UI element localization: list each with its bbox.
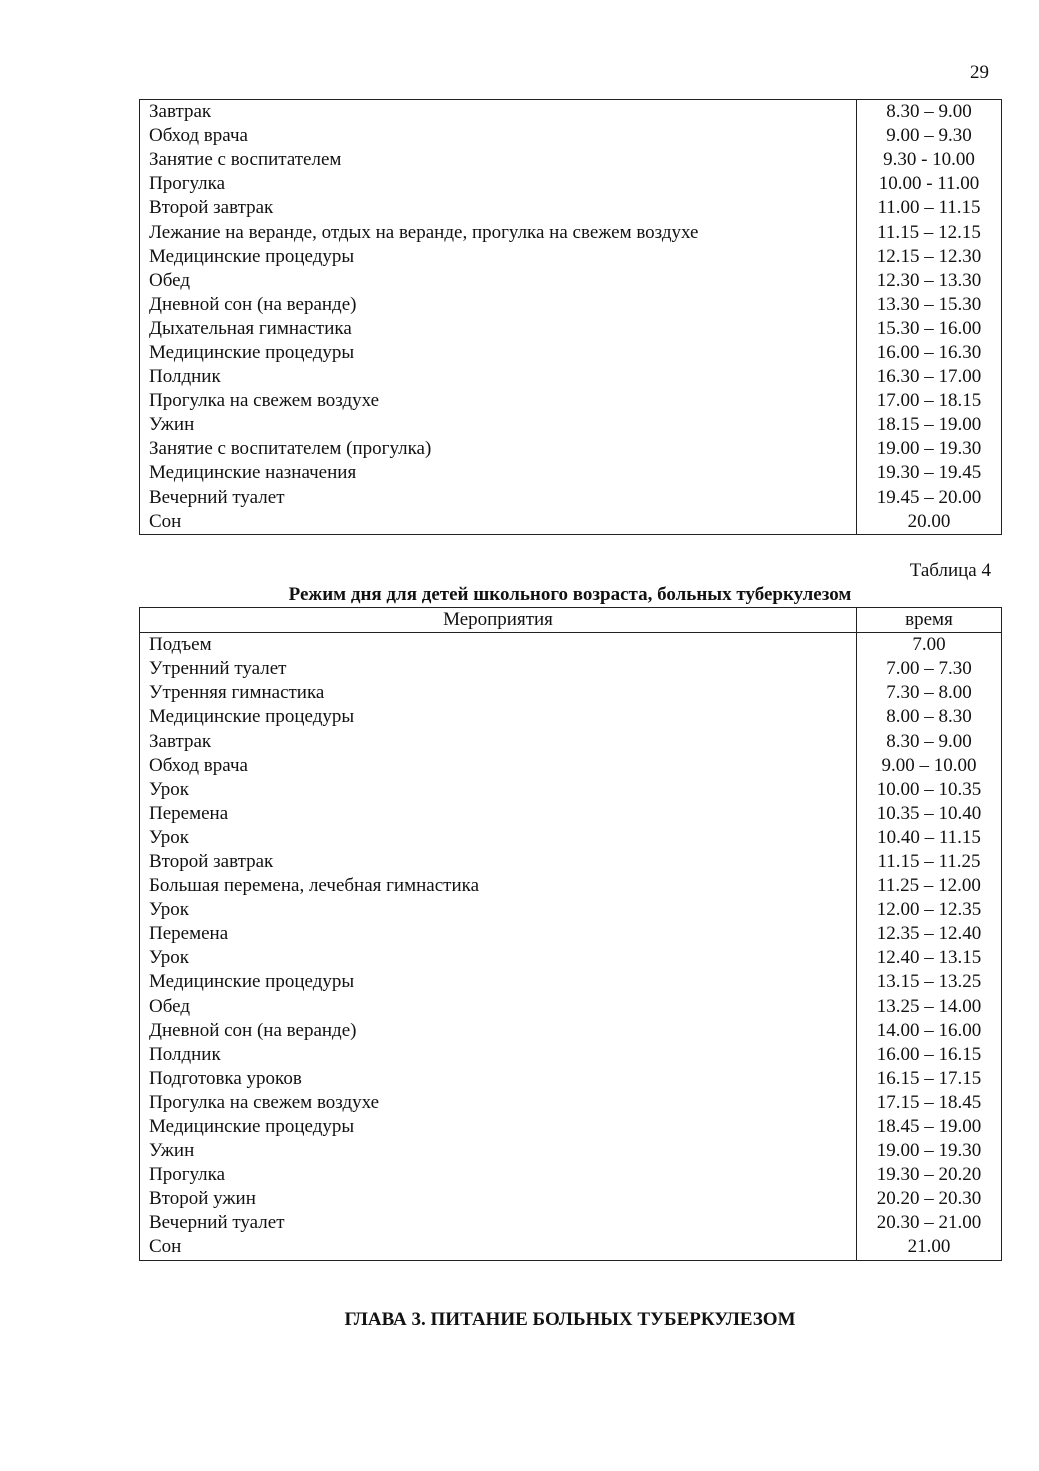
activity-cell: Занятие с воспитателем (прогулка) bbox=[149, 438, 432, 460]
table-row bbox=[140, 922, 1002, 946]
activity-cell: Медицинские процедуры bbox=[149, 245, 355, 267]
activity-cell: Урок bbox=[149, 899, 190, 921]
table-row bbox=[140, 269, 1002, 293]
time-cell: 10.00 - 11.00 bbox=[857, 172, 1002, 196]
time-cell: 8.30 – 9.00 bbox=[857, 100, 1002, 125]
time-cell: 11.15 – 12.15 bbox=[857, 220, 1002, 244]
activity-cell: Прогулка на свежем воздухе bbox=[149, 390, 380, 412]
table-row bbox=[140, 1139, 1002, 1163]
activity-cell: Прогулка bbox=[149, 1164, 226, 1186]
table-row bbox=[140, 341, 1002, 365]
activity-cell: Вечерний туалет bbox=[149, 486, 285, 508]
table-row bbox=[140, 1187, 1002, 1211]
table-row bbox=[140, 389, 1002, 413]
table-row bbox=[140, 681, 1002, 705]
table-title: Режим дня для детей школьного возраста, больных туберкулезом bbox=[288, 584, 852, 605]
table-row bbox=[140, 657, 1002, 681]
table-row bbox=[140, 293, 1002, 317]
activity-cell: Медицинские назначения bbox=[149, 462, 357, 484]
table-row bbox=[140, 1211, 1002, 1235]
activity-cell: Лежание на веранде, отдых на веранде, прогулка на свежем воздухе bbox=[149, 221, 699, 243]
time-cell: 14.00 – 16.00 bbox=[857, 1019, 1002, 1043]
table-row bbox=[140, 510, 1002, 535]
time-cell: 12.15 – 12.30 bbox=[857, 245, 1002, 269]
table-row bbox=[140, 970, 1002, 994]
activity-cell: Подъем bbox=[149, 634, 212, 656]
activity-cell: Урок bbox=[149, 947, 190, 969]
time-cell: 12.30 – 13.30 bbox=[857, 269, 1002, 293]
time-cell: 19.30 – 19.45 bbox=[857, 461, 1002, 485]
activity-cell: Ужин bbox=[149, 1140, 195, 1162]
time-cell: 7.00 bbox=[857, 633, 1002, 658]
activity-cell: Занятие с воспитателем bbox=[149, 149, 342, 171]
activity-cell: Завтрак bbox=[149, 101, 212, 123]
table-row bbox=[140, 1019, 1002, 1043]
time-cell: 20.00 bbox=[857, 510, 1002, 535]
table-row bbox=[140, 365, 1002, 389]
time-cell: 11.15 – 11.25 bbox=[857, 850, 1002, 874]
time-cell: 19.45 – 20.00 bbox=[857, 486, 1002, 510]
time-cell: 12.35 – 12.40 bbox=[857, 922, 1002, 946]
activity-cell: Перемена bbox=[149, 923, 229, 945]
activity-cell: Ужин bbox=[149, 414, 195, 436]
schedule-table-body bbox=[140, 100, 1002, 535]
time-cell: 11.25 – 12.00 bbox=[857, 874, 1002, 898]
table-row bbox=[140, 802, 1002, 826]
time-cell: 13.15 – 13.25 bbox=[857, 970, 1002, 994]
activity-cell: Медицинские процедуры bbox=[149, 706, 355, 728]
activity-cell: Подготовка уроков bbox=[149, 1067, 302, 1089]
table-row bbox=[140, 1091, 1002, 1115]
time-cell: 16.30 – 17.00 bbox=[857, 365, 1002, 389]
header-activity: Мероприятия bbox=[140, 608, 857, 633]
table-row bbox=[140, 124, 1002, 148]
time-cell: 20.30 – 21.00 bbox=[857, 1211, 1002, 1235]
activity-cell: Обед bbox=[149, 995, 190, 1017]
activity-cell: Утренний туалет bbox=[149, 658, 287, 680]
table-row bbox=[140, 461, 1002, 485]
time-cell: 16.15 – 17.15 bbox=[857, 1067, 1002, 1091]
table-row bbox=[140, 778, 1002, 802]
time-cell: 8.00 – 8.30 bbox=[857, 705, 1002, 729]
time-cell: 10.00 – 10.35 bbox=[857, 778, 1002, 802]
table-row bbox=[140, 245, 1002, 269]
activity-cell: Второй ужин bbox=[149, 1188, 256, 1210]
table-row bbox=[140, 317, 1002, 341]
time-cell: 21.00 bbox=[857, 1235, 1002, 1260]
activity-cell: Обход врача bbox=[149, 125, 248, 147]
time-cell: 12.00 – 12.35 bbox=[857, 898, 1002, 922]
activity-cell: Прогулка на свежем воздухе bbox=[149, 1091, 380, 1113]
time-cell: 12.40 – 13.15 bbox=[857, 946, 1002, 970]
table-row bbox=[140, 898, 1002, 922]
activity-cell: Сон bbox=[149, 1236, 182, 1258]
activity-cell: Завтрак bbox=[149, 730, 212, 752]
time-cell: 20.20 – 20.30 bbox=[857, 1187, 1002, 1211]
activity-cell: Медицинские процедуры bbox=[149, 1116, 355, 1138]
time-cell: 9.00 – 9.30 bbox=[857, 124, 1002, 148]
time-cell: 17.00 – 18.15 bbox=[857, 389, 1002, 413]
activity-cell: Утренняя гимнастика bbox=[149, 682, 325, 704]
table-row bbox=[140, 196, 1002, 220]
table-row bbox=[140, 705, 1002, 729]
time-cell: 9.00 – 10.00 bbox=[857, 754, 1002, 778]
activity-cell: Дневной сон (на веранде) bbox=[149, 1019, 357, 1041]
table-row bbox=[140, 995, 1002, 1019]
table-header-row bbox=[140, 608, 1002, 633]
table-row bbox=[140, 754, 1002, 778]
time-cell: 7.00 – 7.30 bbox=[857, 657, 1002, 681]
activity-cell: Второй завтрак bbox=[149, 197, 274, 219]
activity-cell: Второй завтрак bbox=[149, 850, 274, 872]
time-cell: 15.30 – 16.00 bbox=[857, 317, 1002, 341]
table-number-label: Таблица 4 bbox=[909, 560, 991, 581]
table-row bbox=[140, 486, 1002, 510]
time-cell: 9.30 - 10.00 bbox=[857, 148, 1002, 172]
activity-cell: Вечерний туалет bbox=[149, 1212, 285, 1234]
header-time: время bbox=[857, 608, 1002, 633]
activity-cell: Полдник bbox=[149, 1043, 221, 1065]
time-cell: 19.00 – 19.30 bbox=[857, 437, 1002, 461]
table-row bbox=[140, 100, 1002, 125]
activity-cell: Дыхательная гимнастика bbox=[149, 317, 352, 339]
activity-cell: Полдник bbox=[149, 366, 221, 388]
time-cell: 18.15 – 19.00 bbox=[857, 413, 1002, 437]
table-row bbox=[140, 874, 1002, 898]
activity-cell: Обход врача bbox=[149, 754, 248, 776]
activity-cell: Урок bbox=[149, 826, 190, 848]
activity-cell: Перемена bbox=[149, 802, 229, 824]
time-cell: 16.00 – 16.15 bbox=[857, 1043, 1002, 1067]
chapter-heading: ГЛАВА 3. ПИТАНИЕ БОЛЬНЫХ ТУБЕРКУЛЕЗОМ bbox=[344, 1309, 796, 1330]
time-cell: 10.35 – 10.40 bbox=[857, 802, 1002, 826]
activity-cell: Медицинские процедуры bbox=[149, 971, 355, 993]
time-cell: 8.30 – 9.00 bbox=[857, 729, 1002, 753]
time-cell: 13.25 – 14.00 bbox=[857, 995, 1002, 1019]
table-row bbox=[140, 633, 1002, 658]
time-cell: 16.00 – 16.30 bbox=[857, 341, 1002, 365]
activity-cell: Прогулка bbox=[149, 173, 226, 195]
activity-cell: Сон bbox=[149, 510, 182, 532]
table-row bbox=[140, 1067, 1002, 1091]
time-cell: 11.00 – 11.15 bbox=[857, 196, 1002, 220]
page-number: 29 bbox=[970, 62, 989, 83]
time-cell: 10.40 – 11.15 bbox=[857, 826, 1002, 850]
time-cell: 7.30 – 8.00 bbox=[857, 681, 1002, 705]
activity-cell: Обед bbox=[149, 269, 190, 291]
activity-cell: Медицинские процедуры bbox=[149, 341, 355, 363]
activity-cell: Большая перемена, лечебная гимнастика bbox=[149, 875, 480, 897]
table-row bbox=[140, 1163, 1002, 1187]
table-row bbox=[140, 826, 1002, 850]
time-cell: 19.30 – 20.20 bbox=[857, 1163, 1002, 1187]
activity-cell: Урок bbox=[149, 778, 190, 800]
table-row bbox=[140, 437, 1002, 461]
activity-cell: Дневной сон (на веранде) bbox=[149, 293, 357, 315]
table-row bbox=[140, 729, 1002, 753]
schedule-table-continued bbox=[139, 99, 1002, 535]
table-row bbox=[140, 1235, 1002, 1260]
table-row bbox=[140, 172, 1002, 196]
table-row bbox=[140, 1043, 1002, 1067]
table-row bbox=[140, 946, 1002, 970]
time-cell: 18.45 – 19.00 bbox=[857, 1115, 1002, 1139]
table-row bbox=[140, 850, 1002, 874]
table-row bbox=[140, 220, 1002, 244]
table-row bbox=[140, 1115, 1002, 1139]
school-age-schedule-table bbox=[139, 607, 1002, 1261]
table-row bbox=[140, 413, 1002, 437]
time-cell: 13.30 – 15.30 bbox=[857, 293, 1002, 317]
time-cell: 17.15 – 18.45 bbox=[857, 1091, 1002, 1115]
table-row bbox=[140, 148, 1002, 172]
time-cell: 19.00 – 19.30 bbox=[857, 1139, 1002, 1163]
schedule-table-body bbox=[140, 608, 1002, 1261]
